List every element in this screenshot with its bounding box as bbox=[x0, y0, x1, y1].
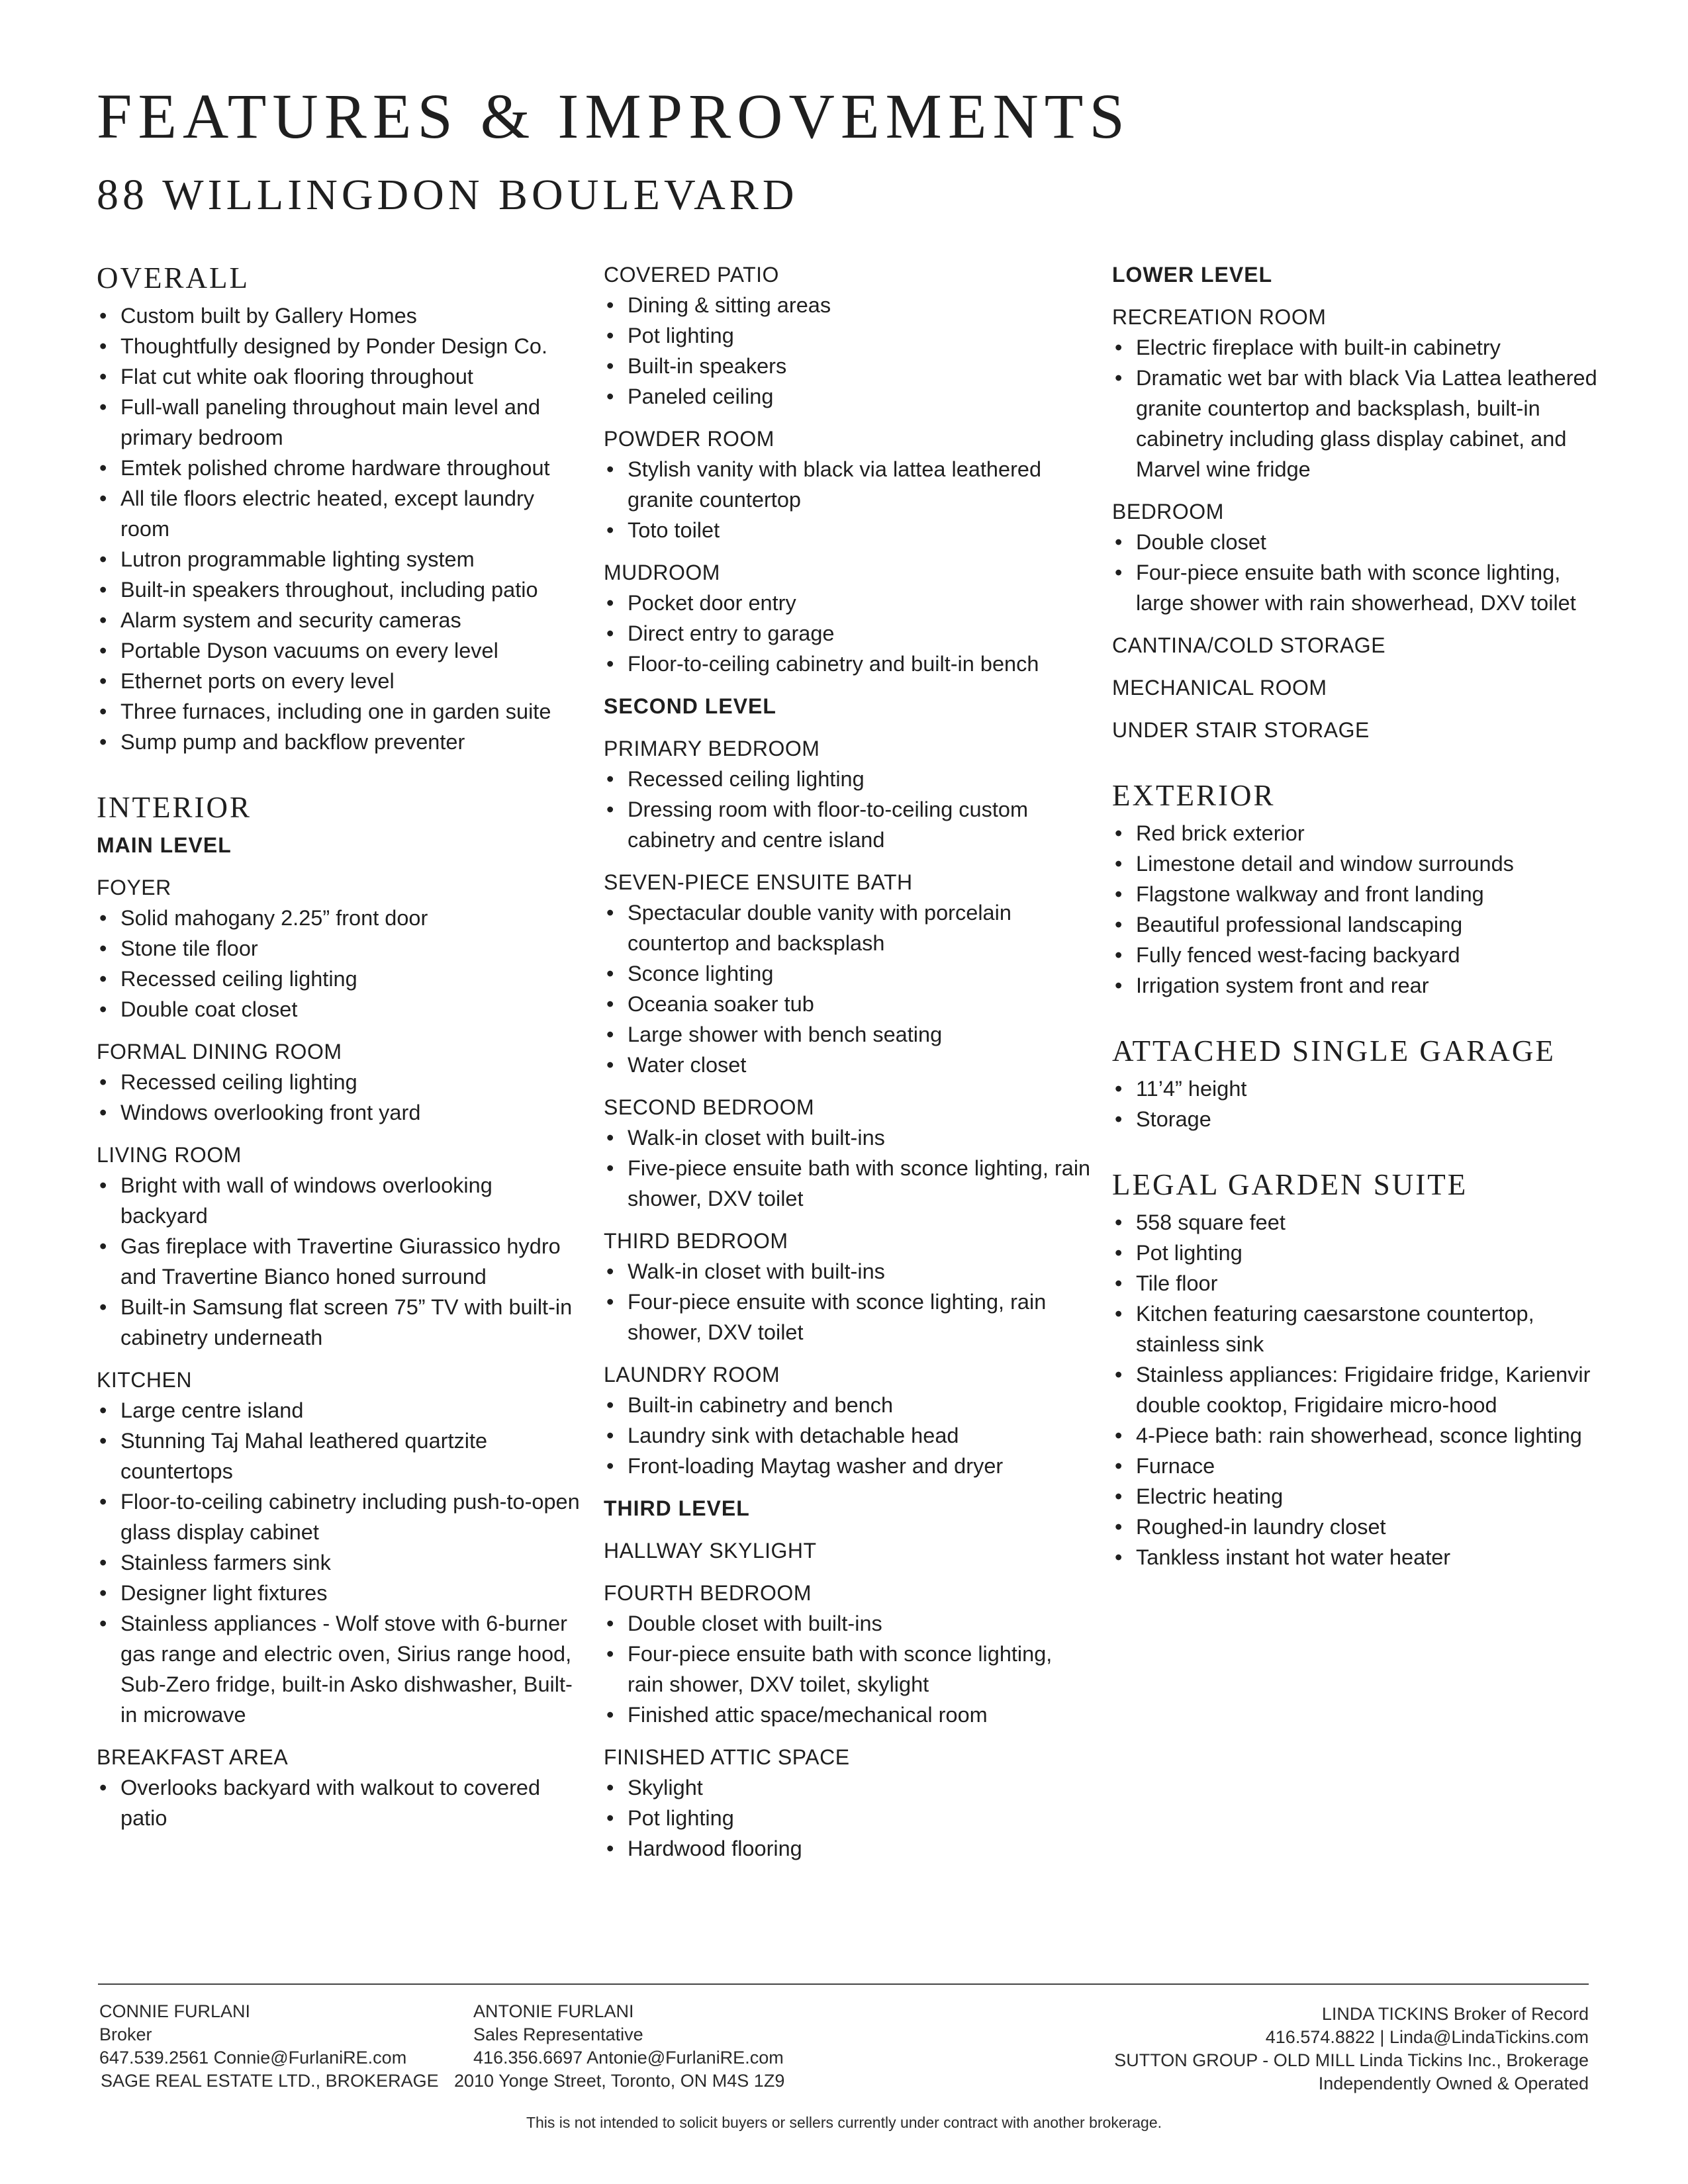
dining-list bbox=[97, 1067, 580, 1128]
agent-connie bbox=[99, 2000, 406, 2070]
list-item: • Stunning Taj Mahal leathered quartzite countertops bbox=[97, 1426, 580, 1486]
room-heading-second-bedroom: SECOND BEDROOM bbox=[604, 1095, 815, 1119]
room-heading-breakfast: BREAKFAST AREA bbox=[97, 1745, 289, 1769]
list-item: • Recessed ceiling lighting bbox=[97, 1067, 580, 1097]
laundry-list bbox=[604, 1390, 1094, 1481]
list-item: • Stainless appliances - Wolf stove with 6-burner gas range and electric oven, Sirius range hood, Sub-Zero fridge, built-in Asko dishwasher, Built-in microwave bbox=[97, 1608, 580, 1730]
section-heading-interior: INTERIOR bbox=[97, 791, 252, 824]
broker-of-record bbox=[1114, 2003, 1589, 2095]
list-item: • Four-piece ensuite with sconce lighting, rain shower, DXV toilet bbox=[604, 1287, 1094, 1347]
page-title: FEATURES & IMPROVEMENTS bbox=[97, 81, 1131, 152]
level-heading-main: MAIN LEVEL bbox=[97, 833, 232, 857]
list-item: • 4-Piece bath: rain showerhead, sconce lighting bbox=[1112, 1420, 1602, 1451]
primary-list bbox=[604, 764, 1094, 855]
agent-name: ANTONIE FURLANI bbox=[473, 2001, 634, 2021]
list-item: • Oceania soaker tub bbox=[604, 989, 1094, 1019]
foyer-list bbox=[97, 903, 580, 1024]
lower-bedroom-list bbox=[1112, 527, 1602, 618]
section-heading-garage: ATTACHED SINGLE GARAGE bbox=[1112, 1034, 1556, 1068]
broker-line-4: Independently Owned & Operated bbox=[1318, 2073, 1589, 2093]
list-item: • Five-piece ensuite bath with sconce lighting, rain shower, DXV toilet bbox=[604, 1153, 1094, 1214]
column-middle bbox=[604, 259, 1094, 1864]
list-item: • Pot lighting bbox=[1112, 1238, 1602, 1268]
room-heading-dining: FORMAL DINING ROOM bbox=[97, 1040, 342, 1064]
broker-line-2: 416.574.8822 | Linda@LindaTickins.com bbox=[1265, 2027, 1589, 2047]
footer-divider bbox=[98, 1983, 1589, 1985]
list-item: • Beautiful professional landscaping bbox=[1112, 909, 1602, 940]
list-item: • Limestone detail and window surrounds bbox=[1112, 848, 1602, 879]
list-item: • Flagstone walkway and front landing bbox=[1112, 879, 1602, 909]
third-bedroom-list bbox=[604, 1256, 1094, 1347]
room-heading-cantina: CANTINA/COLD STORAGE bbox=[1112, 633, 1386, 657]
section-heading-garden-suite: LEGAL GARDEN SUITE bbox=[1112, 1168, 1468, 1201]
list-item: • Hardwood flooring bbox=[604, 1833, 1094, 1864]
section-heading-overall: OVERALL bbox=[97, 261, 250, 295]
room-heading-foyer: FOYER bbox=[97, 876, 171, 899]
list-item: • Floor-to-ceiling cabinetry including push-to-open glass display cabinet bbox=[97, 1486, 580, 1547]
list-item: • Large shower with bench seating bbox=[604, 1019, 1094, 1050]
list-item: • 558 square feet bbox=[1112, 1207, 1602, 1238]
list-item: • Designer light fixtures bbox=[97, 1578, 580, 1608]
list-item: • Ethernet ports on every level bbox=[97, 666, 580, 696]
list-item: • Emtek polished chrome hardware throughout bbox=[97, 453, 580, 483]
list-item: • Dressing room with floor-to-ceiling custom cabinetry and centre island bbox=[604, 794, 1094, 855]
list-item: • Custom built by Gallery Homes bbox=[97, 300, 580, 331]
garage-list bbox=[1112, 1073, 1602, 1134]
kitchen-list bbox=[97, 1395, 580, 1730]
list-item: • Roughed-in laundry closet bbox=[1112, 1512, 1602, 1542]
list-item: • Solid mahogany 2.25” front door bbox=[97, 903, 580, 933]
room-heading-powder: POWDER ROOM bbox=[604, 427, 774, 451]
list-item: • Red brick exterior bbox=[1112, 818, 1602, 848]
list-item: • Large centre island bbox=[97, 1395, 580, 1426]
room-heading-primary: PRIMARY BEDROOM bbox=[604, 737, 820, 760]
list-item: • Front-loading Maytag washer and dryer bbox=[604, 1451, 1094, 1481]
attic-list bbox=[604, 1772, 1094, 1864]
list-item: • Stainless farmers sink bbox=[97, 1547, 580, 1578]
room-heading-ensuite: SEVEN-PIECE ENSUITE BATH bbox=[604, 870, 913, 894]
brokerage-name-text: SAGE REAL ESTATE LTD., BROKERAGE bbox=[101, 2071, 439, 2091]
list-item: • 11’4” height bbox=[1112, 1073, 1602, 1104]
agent-antonie bbox=[473, 2000, 784, 2070]
list-item: • Sconce lighting bbox=[604, 958, 1094, 989]
list-item: • Furnace bbox=[1112, 1451, 1602, 1481]
fourth-bedroom-list bbox=[604, 1608, 1094, 1730]
room-heading-attic: FINISHED ATTIC SPACE bbox=[604, 1745, 850, 1769]
list-item: • Spectacular double vanity with porcelain countertop and backsplash bbox=[604, 897, 1094, 958]
level-heading-lower: LOWER LEVEL bbox=[1112, 263, 1273, 287]
room-heading-lower-bedroom: BEDROOM bbox=[1112, 500, 1224, 523]
breakfast-list bbox=[97, 1772, 580, 1833]
list-item: • Kitchen featuring caesarstone countertop, stainless sink bbox=[1112, 1298, 1602, 1359]
second-bedroom-list bbox=[604, 1122, 1094, 1214]
list-item: • Finished attic space/mechanical room bbox=[604, 1700, 1094, 1730]
recreation-list bbox=[1112, 332, 1602, 484]
list-item: • Overlooks backyard with walkout to covered patio bbox=[97, 1772, 580, 1833]
room-heading-mechanical: MECHANICAL ROOM bbox=[1112, 676, 1327, 700]
agent-name: CONNIE FURLANI bbox=[99, 2001, 251, 2021]
list-item: • Direct entry to garage bbox=[604, 618, 1094, 649]
list-item: • Alarm system and security cameras bbox=[97, 605, 580, 635]
overall-list bbox=[97, 300, 580, 757]
section-heading-exterior: EXTERIOR bbox=[1112, 779, 1276, 812]
list-item: • Sump pump and backflow preventer bbox=[97, 727, 580, 757]
list-item: • Pocket door entry bbox=[604, 588, 1094, 618]
list-item: • Built-in cabinetry and bench bbox=[604, 1390, 1094, 1420]
level-heading-third: THIRD LEVEL bbox=[604, 1496, 750, 1520]
list-item: • Recessed ceiling lighting bbox=[604, 764, 1094, 794]
list-item: • Skylight bbox=[604, 1772, 1094, 1803]
list-item: • Water closet bbox=[604, 1050, 1094, 1080]
list-item: • Walk-in closet with built-ins bbox=[604, 1122, 1094, 1153]
room-heading-living: LIVING ROOM bbox=[97, 1143, 242, 1167]
patio-list bbox=[604, 290, 1094, 412]
list-item: • Full-wall paneling throughout main level and primary bedroom bbox=[97, 392, 580, 453]
agent-contact: 647.539.2561 Connie@FurlaniRE.com bbox=[99, 2048, 407, 2068]
list-item: • Three furnaces, including one in garden suite bbox=[97, 696, 580, 727]
list-item: • Gas fireplace with Travertine Giurassico hydro and Travertine Bianco honed surround bbox=[97, 1231, 580, 1292]
column-right bbox=[1112, 259, 1602, 1572]
brokerage-address bbox=[454, 2070, 784, 2093]
broker-line-3: SUTTON GROUP - OLD MILL Linda Tickins Inc., Brokerage bbox=[1114, 2050, 1589, 2070]
ensuite-list bbox=[604, 897, 1094, 1080]
list-item: • Floor-to-ceiling cabinetry and built-in bench bbox=[604, 649, 1094, 679]
list-item: • Laundry sink with detachable head bbox=[604, 1420, 1094, 1451]
list-item: • Stainless appliances: Frigidaire fridge, Karienvir double cooktop, Frigidaire micro-hood bbox=[1112, 1359, 1602, 1420]
list-item: • Thoughtfully designed by Ponder Design Co. bbox=[97, 331, 580, 361]
list-item: • Bright with wall of windows overlooking backyard bbox=[97, 1170, 580, 1231]
list-item: • Double closet with built-ins bbox=[604, 1608, 1094, 1639]
list-item: • Four-piece ensuite bath with sconce lighting, large shower with rain showerhead, DXV toilet bbox=[1112, 557, 1602, 618]
list-item: • Portable Dyson vacuums on every level bbox=[97, 635, 580, 666]
list-item: • Dramatic wet bar with black Via Lattea leathered granite countertop and backsplash, built-in cabinetry including glass display cabinet, and Marvel wine fridge bbox=[1112, 363, 1602, 484]
mudroom-list bbox=[604, 588, 1094, 679]
list-item: • Pot lighting bbox=[604, 1803, 1094, 1833]
agent-role: Broker bbox=[99, 2025, 152, 2044]
agent-role: Sales Representative bbox=[473, 2025, 643, 2044]
room-heading-laundry: LAUNDRY ROOM bbox=[604, 1363, 780, 1387]
room-heading-recreation: RECREATION ROOM bbox=[1112, 305, 1327, 329]
property-address: 88 WILLINGDON BOULEVARD bbox=[97, 171, 798, 219]
list-item: • Fully fenced west-facing backyard bbox=[1112, 940, 1602, 970]
living-list bbox=[97, 1170, 580, 1353]
disclaimer: This is not intended to solicit buyers or sellers currently under contract with another brokerage. bbox=[526, 2114, 1162, 2131]
list-item: • Built-in speakers throughout, including patio bbox=[97, 574, 580, 605]
list-item: • Double coat closet bbox=[97, 994, 580, 1024]
agent-contact: 416.356.6697 Antonie@FurlaniRE.com bbox=[473, 2048, 784, 2068]
room-heading-fourth-bedroom: FOURTH BEDROOM bbox=[604, 1581, 812, 1605]
garden-suite-list bbox=[1112, 1207, 1602, 1572]
list-item: • Paneled ceiling bbox=[604, 381, 1094, 412]
list-item: • Recessed ceiling lighting bbox=[97, 964, 580, 994]
room-heading-third-bedroom: THIRD BEDROOM bbox=[604, 1229, 788, 1253]
list-item: • Walk-in closet with built-ins bbox=[604, 1256, 1094, 1287]
list-item: • Built-in speakers bbox=[604, 351, 1094, 381]
room-heading-under-stair: UNDER STAIR STORAGE bbox=[1112, 718, 1370, 742]
list-item: • Dining & sitting areas bbox=[604, 290, 1094, 320]
room-heading-hallway: HALLWAY SKYLIGHT bbox=[604, 1539, 817, 1563]
room-heading-mudroom: MUDROOM bbox=[604, 561, 720, 584]
list-item: • Built-in Samsung flat screen 75” TV with built-in cabinetry underneath bbox=[97, 1292, 580, 1353]
list-item: • Double closet bbox=[1112, 527, 1602, 557]
brokerage-address-text: 2010 Yonge Street, Toronto, ON M4S 1Z9 bbox=[454, 2071, 785, 2091]
room-heading-kitchen: KITCHEN bbox=[97, 1368, 192, 1392]
list-item: • Stone tile floor bbox=[97, 933, 580, 964]
list-item: • Windows overlooking front yard bbox=[97, 1097, 580, 1128]
list-item: • Lutron programmable lighting system bbox=[97, 544, 580, 574]
list-item: • Electric fireplace with built-in cabinetry bbox=[1112, 332, 1602, 363]
list-item: • Pot lighting bbox=[604, 320, 1094, 351]
room-heading-patio: COVERED PATIO bbox=[604, 263, 779, 287]
list-item: • Toto toilet bbox=[604, 515, 1094, 545]
column-left bbox=[97, 259, 580, 1833]
powder-list bbox=[604, 454, 1094, 545]
list-item: • Storage bbox=[1112, 1104, 1602, 1134]
list-item: • Stylish vanity with black via lattea leathered granite countertop bbox=[604, 454, 1094, 515]
list-item: • Four-piece ensuite bath with sconce lighting, rain shower, DXV toilet, skylight bbox=[604, 1639, 1094, 1700]
list-item: • Tile floor bbox=[1112, 1268, 1602, 1298]
list-item: • Tankless instant hot water heater bbox=[1112, 1542, 1602, 1572]
brokerage-name bbox=[101, 2070, 439, 2093]
list-item: • Flat cut white oak flooring throughout bbox=[97, 361, 580, 392]
broker-line-1: LINDA TICKINS Broker of Record bbox=[1321, 2004, 1589, 2024]
list-item: • Electric heating bbox=[1112, 1481, 1602, 1512]
exterior-list bbox=[1112, 818, 1602, 1001]
level-heading-second: SECOND LEVEL bbox=[604, 694, 776, 718]
list-item: • Irrigation system front and rear bbox=[1112, 970, 1602, 1001]
list-item: • All tile floors electric heated, except laundry room bbox=[97, 483, 580, 544]
